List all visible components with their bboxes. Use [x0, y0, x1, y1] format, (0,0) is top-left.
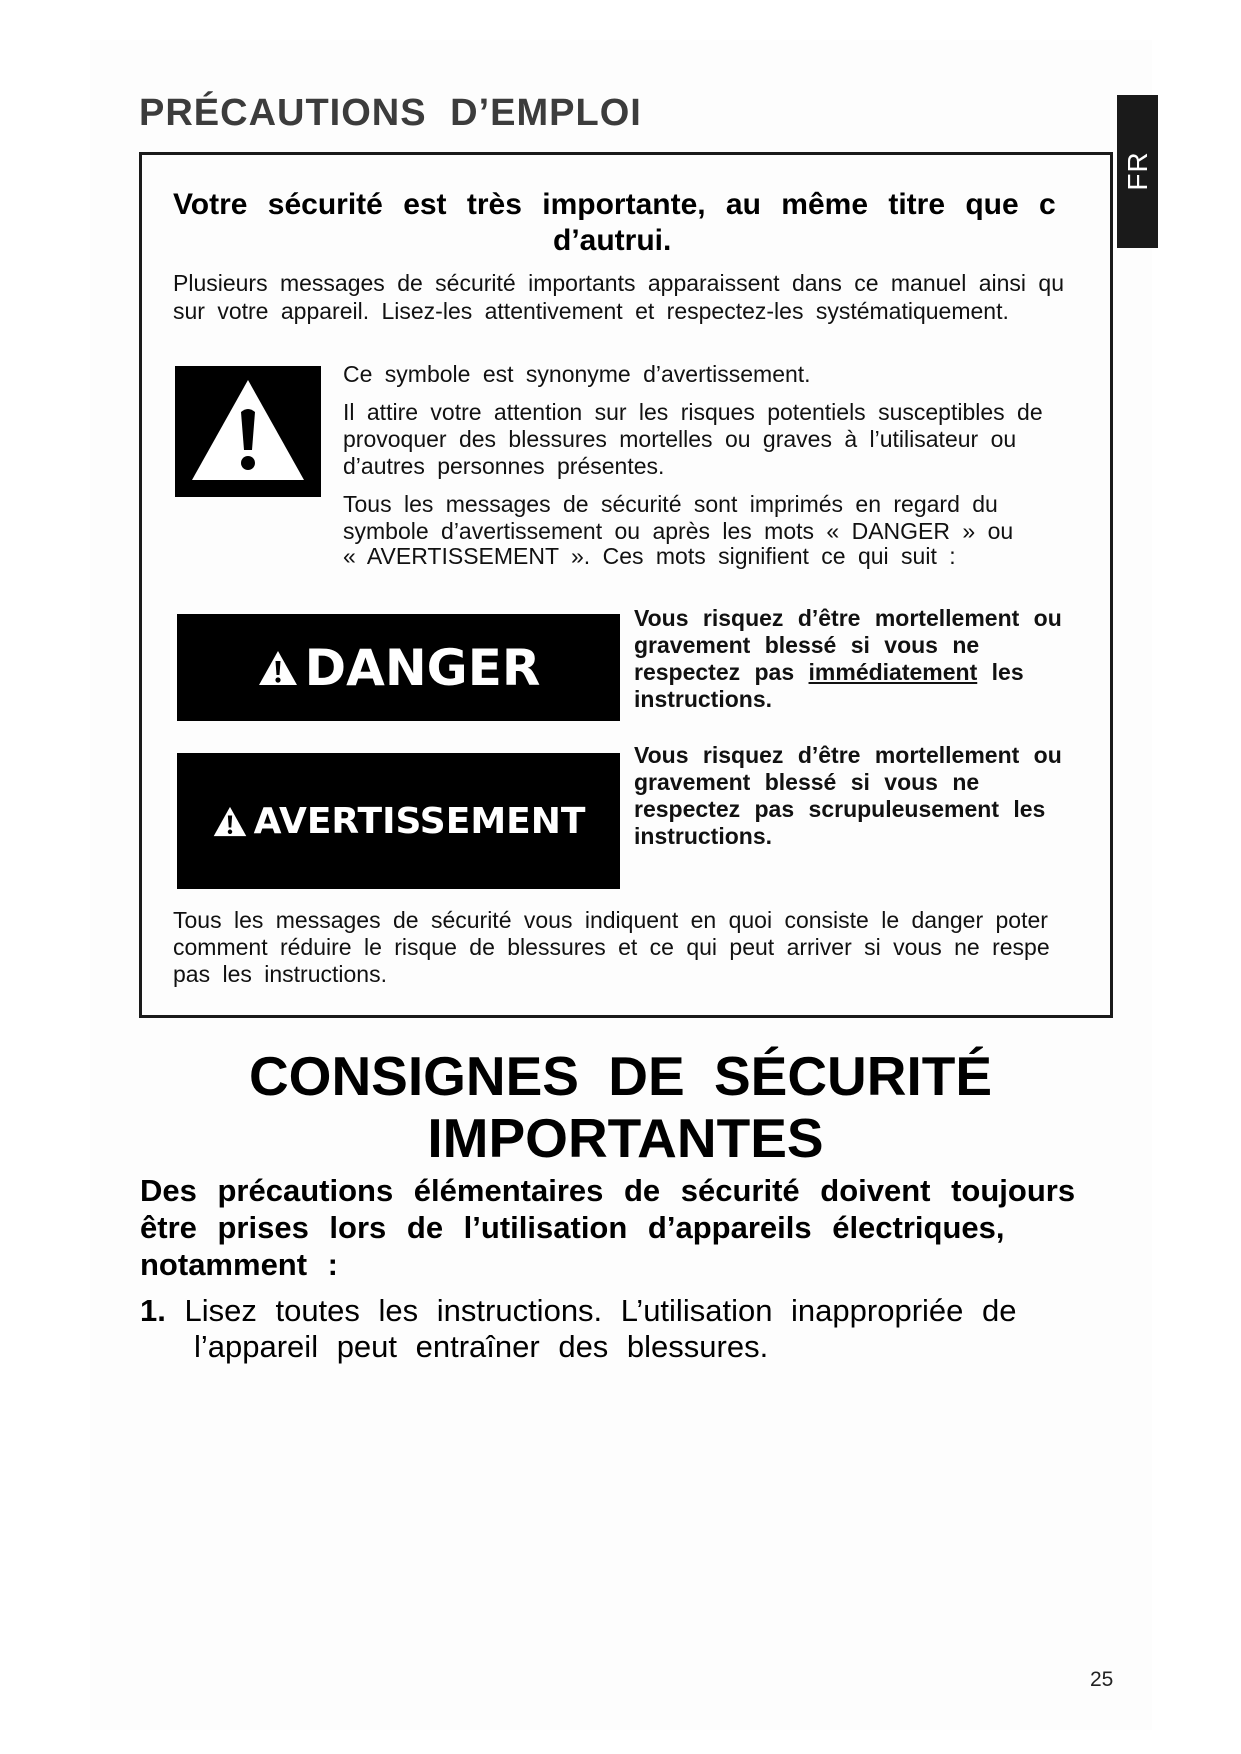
- symbol-text-line4: d’autres personnes présentes.: [343, 453, 665, 479]
- consignes-intro-line1: Des précautions élémentaires de sécurité doivent toujours: [140, 1173, 1076, 1208]
- safety-intro-line2: sur votre appareil. Lisez-les attentivement et respectez-les systématiquement.: [173, 298, 1009, 324]
- list-item-line1: Lisez toutes les instructions. L’utilisation inappropriée de: [184, 1293, 1017, 1328]
- avertissement-label: AVERTISSEMENT: [253, 800, 586, 842]
- danger-text-line3-start: respectez pas: [634, 659, 809, 685]
- list-item: [140, 1293, 1140, 1365]
- language-tab-label: FR: [1121, 151, 1153, 191]
- safety-footer-line3: pas les instructions.: [173, 961, 387, 987]
- language-tab: [1117, 95, 1158, 248]
- avert-text-line4: instructions.: [634, 823, 773, 849]
- avertissement-signal-panel: [177, 753, 620, 889]
- danger-warning-icon: [257, 649, 299, 687]
- section-title: PRÉCAUTIONS D’EMPLOI: [139, 92, 642, 134]
- consignes-intro: [140, 1172, 1140, 1283]
- avert-text-line2: gravement blessé si vous ne: [634, 769, 980, 795]
- symbol-text-line1: Ce symbole est synonyme d’avertissement.: [343, 361, 811, 387]
- symbol-text-line3: provoquer des blessures mortelles ou graves à l’utilisateur ou: [343, 426, 1017, 452]
- list-item-number: 1.: [140, 1293, 166, 1328]
- danger-text-emphasis: immédiatement: [808, 659, 978, 685]
- safety-heading-line2: d’autrui.: [553, 224, 672, 257]
- danger-text-line4: instructions.: [634, 686, 773, 712]
- safety-footer-line1: Tous les messages de sécurité vous indiquent en quoi consiste le danger poter: [173, 907, 1048, 933]
- danger-text-line3-end: les: [977, 659, 1024, 685]
- safety-intro-line1: Plusieurs messages de sécurité importants apparaissent dans ce manuel ainsi qu: [173, 270, 1064, 296]
- page-number: 25: [1090, 1668, 1114, 1691]
- danger-text-line3: [634, 659, 1024, 686]
- consignes-intro-line3: notamment :: [140, 1247, 338, 1282]
- consignes-heading: [0, 1045, 1241, 1169]
- danger-label: DANGER: [304, 638, 541, 697]
- safety-heading-line1: Votre sécurité est très importante, au même titre que c: [173, 188, 1056, 221]
- list-item-line2: l’appareil peut entraîner des blessures.: [194, 1329, 769, 1364]
- avert-text-line3: respectez pas scrupuleusement les: [634, 796, 1046, 822]
- symbol-text-line6: symbole d’avertissement ou après les mots « DANGER » ou: [343, 518, 1014, 544]
- danger-signal-panel: [177, 614, 620, 721]
- symbol-text-line2: Il attire votre attention sur les risques potentiels susceptibles de: [343, 399, 1043, 425]
- avert-text-line1: Vous risquez d’être mortellement ou: [634, 742, 1062, 768]
- consignes-title-line2: IMPORTANTES: [427, 1107, 824, 1169]
- warning-symbol-icon: [175, 366, 321, 497]
- safety-footer-line2: comment réduire le risque de blessures et ce qui peut arriver si vous ne respe: [173, 934, 1050, 960]
- consignes-intro-line2: être prises lors de l’utilisation d’appareils électriques,: [140, 1210, 1005, 1245]
- danger-text-line2: gravement blessé si vous ne: [634, 632, 980, 658]
- danger-text-line1: Vous risquez d’être mortellement ou: [634, 605, 1062, 631]
- consignes-title-line1: CONSIGNES DE SÉCURITÉ: [248, 1045, 993, 1107]
- symbol-text-line5: Tous les messages de sécurité sont imprimés en regard du: [343, 491, 998, 517]
- symbol-text-line7: « AVERTISSEMENT ». Ces mots signifient ce qui suit :: [343, 543, 956, 569]
- avertissement-warning-icon: [212, 805, 248, 838]
